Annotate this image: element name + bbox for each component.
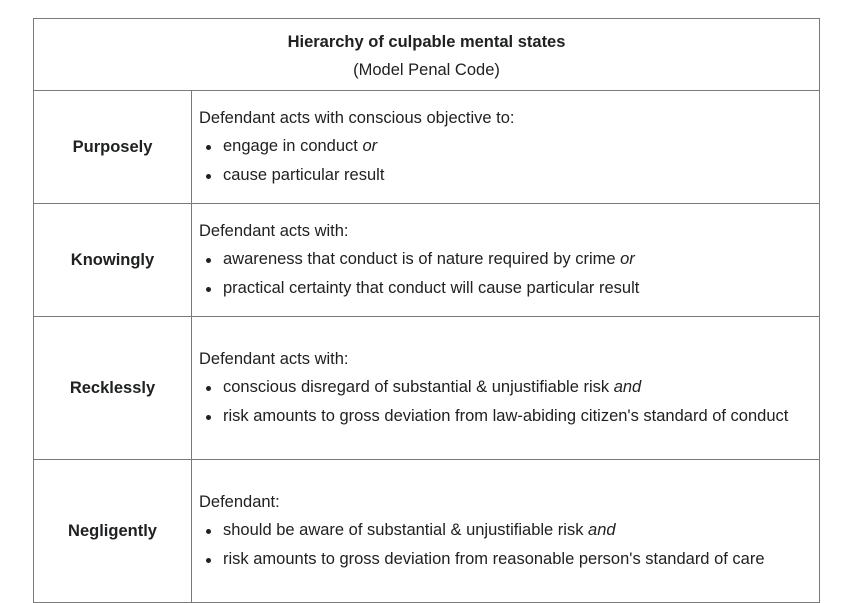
definition-cell (192, 204, 820, 317)
list-item (223, 245, 811, 274)
list-item-text: risk amounts to gross deviation from reasonable person's standard of care (223, 549, 765, 568)
table-row (34, 204, 820, 317)
list-item-text: awareness that conduct is of nature required by crime (223, 249, 621, 268)
table-caption (34, 19, 820, 91)
conjunction: or (620, 249, 635, 268)
list-item-text: cause particular result (223, 165, 385, 184)
conjunction: and (588, 520, 616, 539)
conjunction: or (362, 136, 378, 155)
conjunction: and (613, 377, 642, 396)
list-item (223, 132, 811, 161)
list-item-text: engage in conduct (223, 136, 363, 155)
list-item-text: risk amounts to gross deviation from law-abiding citizen's standard of conduct (223, 406, 789, 425)
definition-cell (192, 317, 820, 460)
table-row (34, 460, 820, 603)
definition-list (199, 373, 811, 431)
list-item (223, 274, 811, 303)
mental-state-recklessly: Recklessly (34, 317, 192, 460)
list-item (223, 161, 811, 190)
list-item (223, 402, 811, 431)
list-item (223, 545, 811, 574)
definition-cell (192, 460, 820, 603)
list-item (223, 373, 811, 402)
mental-state-knowingly: Knowingly (34, 204, 192, 317)
definition-cell (192, 91, 820, 204)
definition-intro: Defendant acts with: (199, 349, 349, 368)
table-header-row (34, 19, 820, 91)
definition-list (199, 516, 811, 574)
mental-states-table (33, 18, 820, 603)
list-item-text: practical certainty that conduct will cause particular result (223, 278, 640, 297)
list-item-text: conscious disregard of substantial & unjustifiable risk (223, 377, 614, 396)
definition-intro: Defendant: (199, 492, 280, 511)
table-title: Hierarchy of culpable mental states (287, 32, 566, 51)
list-item (223, 516, 811, 545)
list-item-text: should be aware of substantial & unjustifiable risk (223, 520, 589, 539)
table-subtitle: (Model Penal Code) (353, 60, 500, 79)
mental-state-negligently: Negligently (34, 460, 192, 603)
definition-list (199, 245, 811, 303)
definition-intro: Defendant acts with: (199, 221, 349, 240)
table-row (34, 91, 820, 204)
mental-state-purposely: Purposely (34, 91, 192, 204)
table-row (34, 317, 820, 460)
definition-list (199, 132, 811, 190)
definition-intro: Defendant acts with conscious objective to: (199, 108, 515, 127)
